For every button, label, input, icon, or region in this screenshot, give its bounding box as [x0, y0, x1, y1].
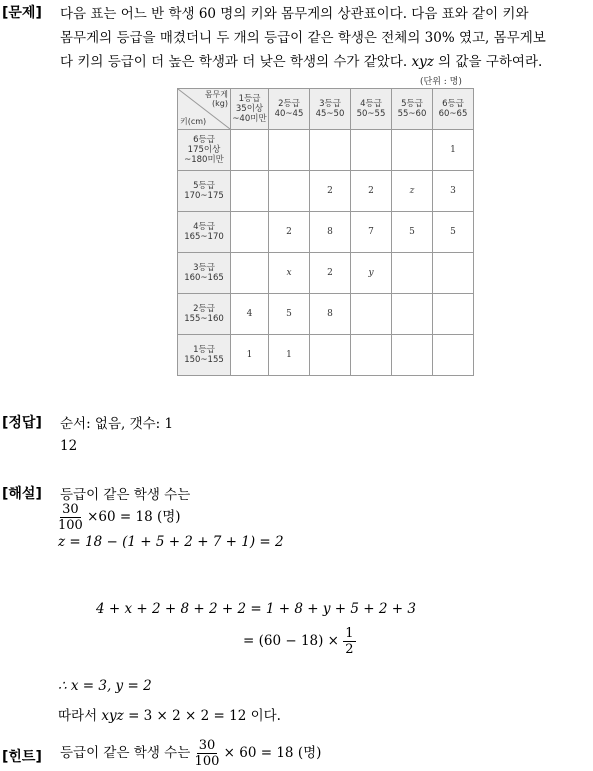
table-cell: [231, 212, 269, 253]
corner-weight-label: 몸무게 (kg): [204, 90, 228, 108]
problem-line-1: 다음 표는 어느 반 학생 60 명의 키와 몸무게의 상관표이다. 다음 표와 같이 키와: [60, 6, 529, 22]
table-cell: [310, 130, 351, 171]
row-header: 4등급 165~170: [178, 212, 231, 253]
table-cell: [231, 171, 269, 212]
col-header: 1등급 35이상~40미만: [231, 89, 269, 130]
final-line-prefix: 따라서: [58, 708, 98, 724]
table-cell: [392, 294, 433, 335]
row-header: 2등급 155~160: [178, 294, 231, 335]
table-cell: 1: [231, 335, 269, 376]
table-cell: 8: [310, 212, 351, 253]
explanation-line-1: 등급이 같은 학생 수는: [60, 487, 191, 503]
table-cell: [231, 253, 269, 294]
table-cell: 5: [433, 212, 474, 253]
table-row: [178, 130, 474, 171]
table-cell: [433, 335, 474, 376]
table-row: [178, 294, 474, 335]
problem-tag: [문제]: [2, 5, 42, 21]
problem-variable-xyz: xyz: [411, 54, 434, 70]
answer-value: 12: [60, 438, 78, 454]
table-cell: 7: [351, 212, 392, 253]
table-cell: y: [351, 253, 392, 294]
hint-fraction-30-100: $\frac{30}{100}$: [194, 738, 220, 769]
table-cell: 5: [269, 294, 310, 335]
problem-line-3: [60, 50, 542, 70]
row-header: 3등급 160~165: [178, 253, 231, 294]
row-header: 1등급 150~155: [178, 335, 231, 376]
col-header: 3등급 45~50: [310, 89, 351, 130]
table-cell: [392, 130, 433, 171]
col-header: 2등급 40~45: [269, 89, 310, 130]
final-line-result: = 3 × 2 × 2 = 12 이다.: [128, 708, 281, 724]
final-variable-xyz: xyz: [101, 708, 124, 724]
fraction-30-100: $\frac{30}{100}$: [58, 502, 83, 533]
table-cell: [269, 171, 310, 212]
fraction-rest: ×60 = 18 (명): [87, 509, 181, 525]
problem-line-2: 몸무게의 등급을 매겼더니 두 개의 등급이 같은 학생은 전체의 30% 였고, 몸무게보: [60, 30, 546, 46]
table-cell: z: [392, 171, 433, 212]
hint-rest: × 60 = 18 (명): [223, 745, 322, 761]
table-cell: 2: [310, 253, 351, 294]
hint-text: 등급이 같은 학생 수는: [60, 745, 191, 761]
table-cell: x: [269, 253, 310, 294]
table-row: [178, 253, 474, 294]
table-cell: [231, 130, 269, 171]
equation-line-2-text: = (60 − 18) ×: [243, 633, 339, 649]
table-corner-cell: [178, 89, 231, 130]
explanation-tag: [해설]: [2, 486, 42, 502]
therefore-line: ∴ x = 3, y = 2: [58, 678, 152, 694]
table-cell: 1: [269, 335, 310, 376]
table-cell: 2: [351, 171, 392, 212]
row-header: 6등급 175이상~180미만: [178, 130, 231, 171]
table-unit-label: (단위 : 명): [420, 77, 462, 87]
table-row: [178, 212, 474, 253]
table-cell: [392, 335, 433, 376]
hint-tag: [힌트]: [2, 749, 42, 765]
table-cell: [310, 335, 351, 376]
table-header-row: [178, 89, 474, 130]
problem-line-3-tail: 의 값을 구하여라.: [438, 54, 543, 70]
table-cell: [433, 294, 474, 335]
col-header: 6등급 60~65: [433, 89, 474, 130]
table-cell: [351, 335, 392, 376]
table-cell: 1: [433, 130, 474, 171]
table-cell: 5: [392, 212, 433, 253]
table-cell: 2: [269, 212, 310, 253]
correlation-table: [177, 88, 474, 376]
row-header: 5등급 170~175: [178, 171, 231, 212]
table-cell: 8: [310, 294, 351, 335]
table-cell: [392, 253, 433, 294]
explanation-fraction-line: [58, 502, 181, 533]
table-cell: [351, 130, 392, 171]
hint-line: [60, 738, 321, 769]
equation-line-2: [243, 626, 356, 657]
z-equation: z = 18 − (1 + 5 + 2 + 7 + 1) = 2: [58, 534, 284, 550]
table-cell: 2: [310, 171, 351, 212]
final-line: [58, 704, 281, 724]
table-cell: 4: [231, 294, 269, 335]
table-cell: [269, 130, 310, 171]
problem-line-3-text: 다 키의 등급이 더 높은 학생과 더 낮은 학생의 수가 같았다.: [60, 54, 408, 70]
table-row: [178, 335, 474, 376]
col-header: 5등급 55~60: [392, 89, 433, 130]
corner-height-label: 키(cm): [180, 117, 207, 126]
answer-tag: [정답]: [2, 415, 42, 431]
col-header: 4등급 50~55: [351, 89, 392, 130]
table-cell: [351, 294, 392, 335]
equation-line-1: 4 + x + 2 + 8 + 2 + 2 = 1 + 8 + y + 5 + 2 + 3: [96, 601, 416, 617]
table-row: [178, 171, 474, 212]
table-cell: 3: [433, 171, 474, 212]
fraction-1-2: $\frac{1}{2}$: [345, 626, 354, 657]
answer-line-1: 순서: 없음, 갯수: 1: [60, 416, 174, 432]
table-cell: [433, 253, 474, 294]
